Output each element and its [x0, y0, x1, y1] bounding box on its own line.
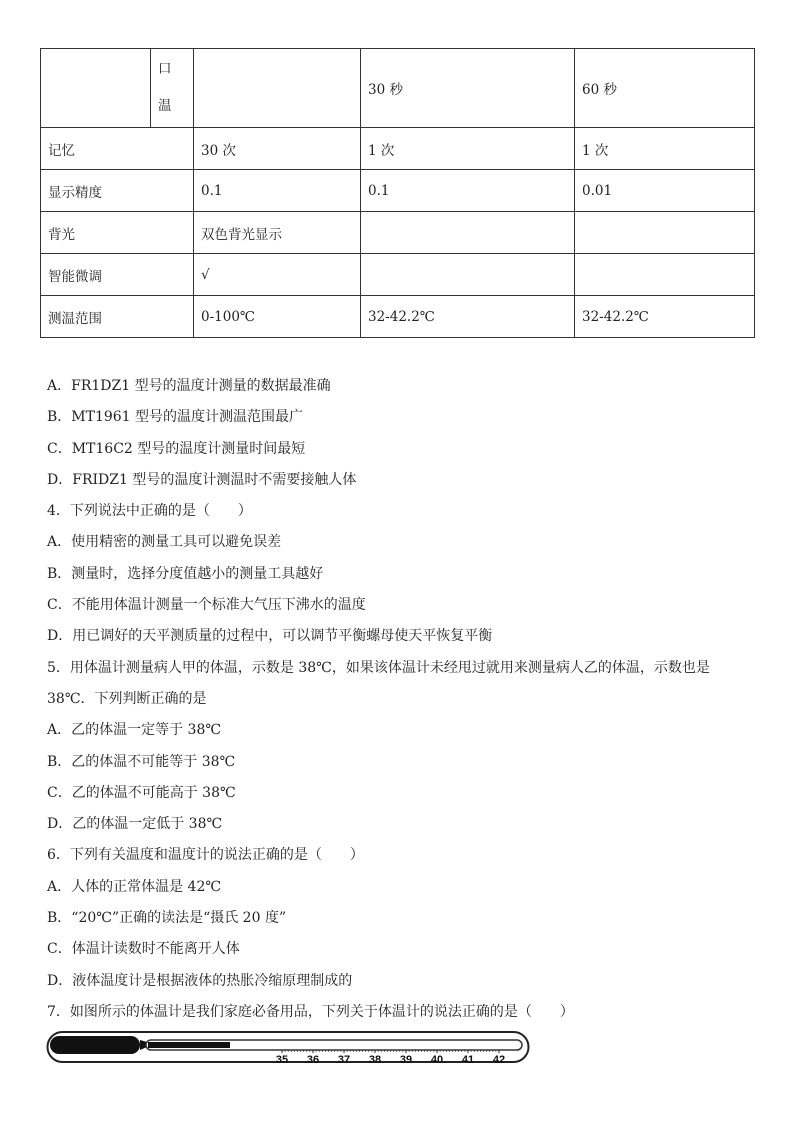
q5-option-d: D．乙的体温一定低于 38℃	[47, 816, 223, 833]
table-cell	[575, 254, 755, 296]
q3-option-b: B．MT1961 型号的温度计测温范围最广	[47, 409, 304, 426]
table-cell: 1 次	[361, 128, 575, 170]
table-cell	[361, 212, 575, 254]
q3-option-a: A．FR1DZ1 型号的温度计测量的数据最准确	[47, 378, 331, 394]
table-header-row	[41, 49, 755, 128]
q5-stem: 5．用体温计测量病人甲的体温，示数是 38℃，如果该体温计未经甩过就用来测量病人乙的体温，示数也是 38℃．下列判断正确的是	[47, 659, 710, 707]
scale-label: 37	[337, 1054, 351, 1066]
table-cell: 双色背光显示	[194, 212, 361, 254]
table-cell: 32-42.2℃	[575, 296, 755, 338]
q6-option-b: B．“20℃”正确的读法是“摄氏 20 度”	[47, 910, 287, 927]
table-row	[41, 212, 755, 254]
spec-table	[40, 48, 755, 338]
mercury-column	[148, 1042, 230, 1048]
scale-label: 36	[306, 1054, 320, 1066]
row-label: 显示精度	[41, 170, 194, 212]
table-cell: 0.01	[575, 170, 755, 212]
q5-option-c: C．乙的体温不可能高于 38℃	[47, 784, 236, 801]
q4-option-a: A．使用精密的测量工具可以避免误差	[47, 534, 282, 551]
scale-label: 42	[492, 1054, 506, 1066]
q4-stem: 4．下列说法中正确的是（ ）	[47, 503, 252, 520]
table-row	[41, 128, 755, 170]
table-cell: 0-100℃	[194, 296, 361, 338]
header-row-label-char: 温	[158, 98, 172, 114]
scale-label: 39	[399, 1054, 413, 1066]
questions-section	[47, 371, 753, 1028]
table-row	[41, 254, 755, 296]
header-row-label-char: 口	[158, 61, 172, 77]
q6-option-c: C．体温计读数时不能离开人体	[47, 941, 240, 958]
q3-option-c: C．MT16C2 型号的温度计测量时间最短	[47, 440, 306, 457]
table-cell	[361, 254, 575, 296]
q6-option-a: A．人体的正常体温是 42℃	[47, 878, 222, 895]
q3-option-d: D．FRIDZ1 型号的温度计测温时不需要接触人体	[47, 471, 357, 488]
table-cell: 32-42.2℃	[361, 296, 575, 338]
table-row	[41, 170, 755, 212]
thermometer-figure	[46, 1028, 532, 1068]
header-col3: 60 秒	[575, 49, 755, 128]
q4-option-d: D．用已调好的天平测质量的过程中，可以调节平衡螺母使天平恢复平衡	[47, 628, 493, 645]
q4-option-b: B．测量时，选择分度值越小的测量工具越好	[47, 565, 324, 582]
row-label: 记忆	[41, 128, 194, 170]
scale-label: 35	[275, 1054, 289, 1066]
header-col1	[194, 49, 361, 128]
table-cell: 0.1	[194, 170, 361, 212]
table-cell: 0.1	[361, 170, 575, 212]
table-cell: 1 次	[575, 128, 755, 170]
q5-option-b: B．乙的体温不可能等于 38℃	[47, 753, 236, 770]
table-cell: 30 次	[194, 128, 361, 170]
q6-stem: 6．下列有关温度和温度计的说法正确的是（ ）	[47, 847, 364, 864]
thermometer-bulb	[50, 1036, 140, 1054]
row-label: 测温范围	[41, 296, 194, 338]
header-col2: 30 秒	[361, 49, 575, 128]
table-cell: √	[194, 254, 361, 296]
scale-label: 40	[430, 1054, 444, 1066]
q5-option-a: A．乙的体温一定等于 38℃	[47, 722, 222, 739]
scale-label: 38	[368, 1054, 382, 1066]
header-row-label	[151, 49, 194, 128]
table-row	[41, 296, 755, 338]
scale-label: 41	[461, 1054, 475, 1066]
q6-option-d: D．液体温度计是根据液体的热胀冷缩原理制成的	[47, 972, 353, 989]
q4-option-c: C．不能用体温计测量一个标准大气压下沸水的温度	[47, 597, 366, 614]
header-empty-cell	[41, 49, 151, 128]
table-cell	[575, 212, 755, 254]
q7-stem: 7．如图所示的体温计是我们家庭必备用品，下列关于体温计的说法正确的是（ ）	[47, 1003, 574, 1020]
row-label: 背光	[41, 212, 194, 254]
row-label: 智能微调	[41, 254, 194, 296]
